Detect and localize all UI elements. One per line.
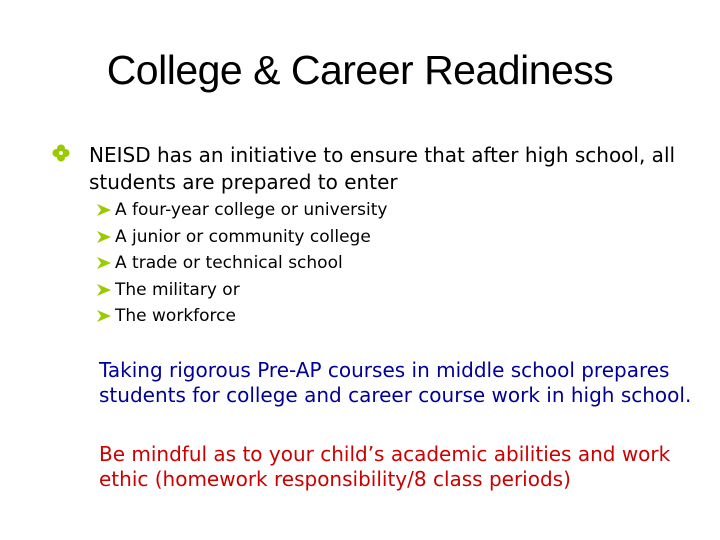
sub-bullet-item [96,250,387,277]
arrow-bullet-icon [96,230,112,244]
arrow-bullet-icon [96,203,112,217]
sub-bullet-text: The workforce [115,306,236,326]
slide-title: College & Career Readiness [106,47,614,93]
sub-bullet-text: The military or [115,279,240,300]
paragraph-mindful: Be mindful as to your child’s academic abilities and work ethic (homework responsibility/8 class periods) [99,442,671,491]
arrow-bullet-icon [96,309,112,323]
sub-bullet-text: A trade or technical school [115,253,343,273]
paragraph-pre-ap: Taking rigorous Pre-AP courses in middle school prepares students for college and career course work in high school. [99,358,692,407]
diamond-bullet-icon [52,144,70,162]
sub-bullet-item [96,224,387,251]
sub-bullet-text: A junior or community college [115,226,371,247]
sub-bullet-item [96,277,387,304]
arrow-bullet-icon [96,283,112,297]
sub-bullet-item [96,197,387,224]
sub-bullet-text: A four-year college or university [115,200,388,220]
main-bullet-text: NEISD has an initiative to ensure that after high school, all students are prepared to enter [89,143,676,194]
sub-bullet-list [96,197,387,330]
arrow-bullet-icon [96,256,112,270]
sub-bullet-item [96,303,387,330]
